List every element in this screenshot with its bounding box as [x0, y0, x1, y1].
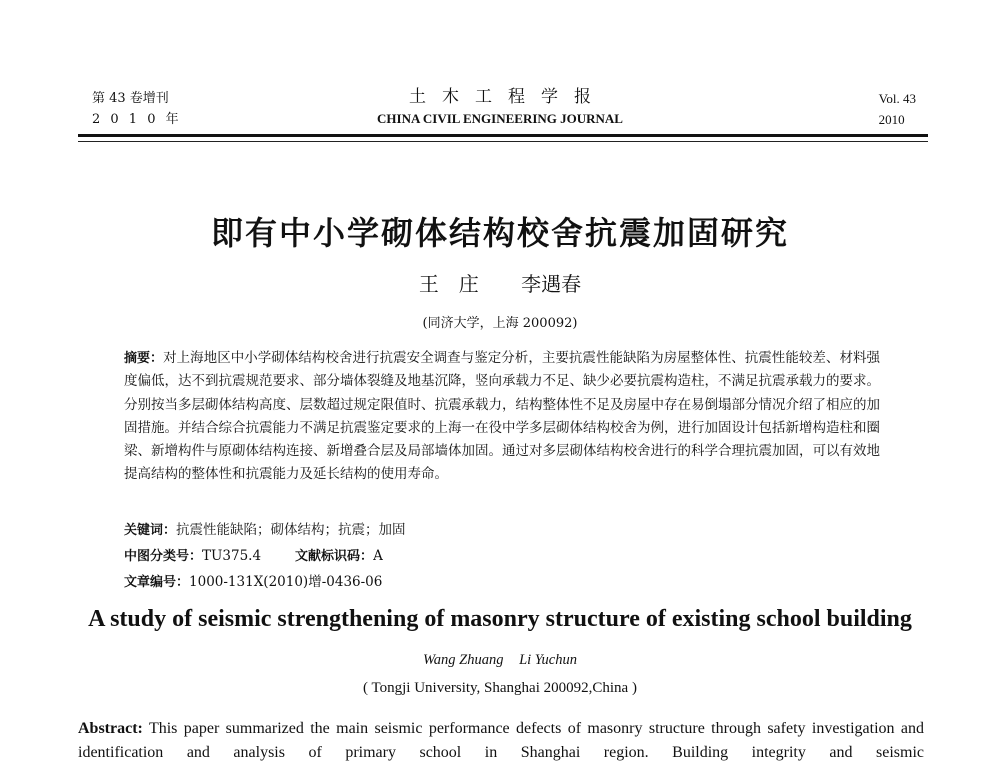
authors-cn	[0, 268, 1000, 297]
authors-en	[0, 652, 1000, 669]
header-volume: 第 43 卷增刊	[92, 91, 169, 106]
author-en-1: Wang Zhuang	[423, 652, 504, 668]
affiliation-en: ( Tongji University, Shanghai 200092,China )	[363, 680, 637, 696]
affiliation-cn: (同济大学，上海 200092)	[422, 316, 578, 331]
journal-name-en: CHINA CIVIL ENGINEERING JOURNAL	[377, 111, 623, 126]
header-year-cn: 2 0 1 0 年	[92, 112, 182, 127]
keywords-label: 关键词：	[124, 523, 177, 538]
article-number-line	[124, 572, 382, 593]
header-vol: Vol. 43	[878, 91, 916, 106]
classification-label: 中图分类号：	[124, 549, 203, 564]
title-cn: 即有中小学砌体结构校舍抗震加固研究	[210, 214, 789, 252]
article-no-label: 文章编号：	[124, 575, 190, 590]
abstract-en-text: This paper summarized the main seismic performance defects of masonry structure through safety investigation and identification and analysis of primary school in Shanghai region. Building integrity and seismic	[78, 720, 924, 761]
abstract-en	[78, 717, 924, 765]
header-volume-en	[879, 88, 916, 130]
doc-code-value: A	[373, 548, 383, 564]
abstract-cn-text: 对上海地区中小学砌体结构校舍进行抗震安全调查与鉴定分析，主要抗震性能缺陷为房屋整体性、抗震性能较差、材料强度偏低，达不到抗震规范要求、部分墙体裂缝及地基沉降，竖向承载力不足、缺少必要抗震构造柱，不满足抗震承载力的要求。分别按当多层砌体结构高度、层数超过规定限值时、抗震承载力，结构整体性不足及房屋中存在易倒塌部分情况介绍了相应的加固措施。并结合综合抗震能力不满足抗震鉴定要求的上海一在役中学多层砌体结构校舍为例，进行加固设计包括新增构造柱和圈梁、新增构件与原砌体结构连接、新增叠合层及局部墙体加固。通过对多层砌体结构校舍进行的科学合理抗震加固，可以有效地提高结构的整体性和抗震能力及延长结构的使用寿命。	[124, 350, 880, 483]
abstract-cn-label: 摘要：	[124, 351, 164, 366]
doc-code-label: 文献标识码：	[295, 549, 374, 564]
header-rule-thin	[78, 141, 928, 142]
header-rule-thick	[78, 134, 928, 137]
classification-value: TU375.4	[202, 548, 262, 564]
title-en: A study of seismic strengthening of masonry structure of existing school building	[88, 606, 912, 632]
abstract-cn	[124, 347, 880, 487]
author-en-2: Li Yuchun	[519, 652, 577, 668]
keywords-cn	[124, 520, 406, 541]
classification-line	[124, 546, 383, 567]
header-journal	[0, 86, 1000, 129]
keywords-text: 抗震性能缺陷；砌体结构；抗震；加固	[176, 522, 406, 538]
author-cn-1: 王 庄	[418, 272, 479, 296]
abstract-en-label: Abstract:	[78, 720, 143, 737]
header-year: 2010	[878, 112, 905, 127]
author-cn-2: 李遇春	[521, 272, 582, 296]
journal-name-cn: 土木工程学报	[409, 87, 607, 107]
article-no-value: 1000-131X(2010)增-0436-06	[189, 574, 383, 590]
